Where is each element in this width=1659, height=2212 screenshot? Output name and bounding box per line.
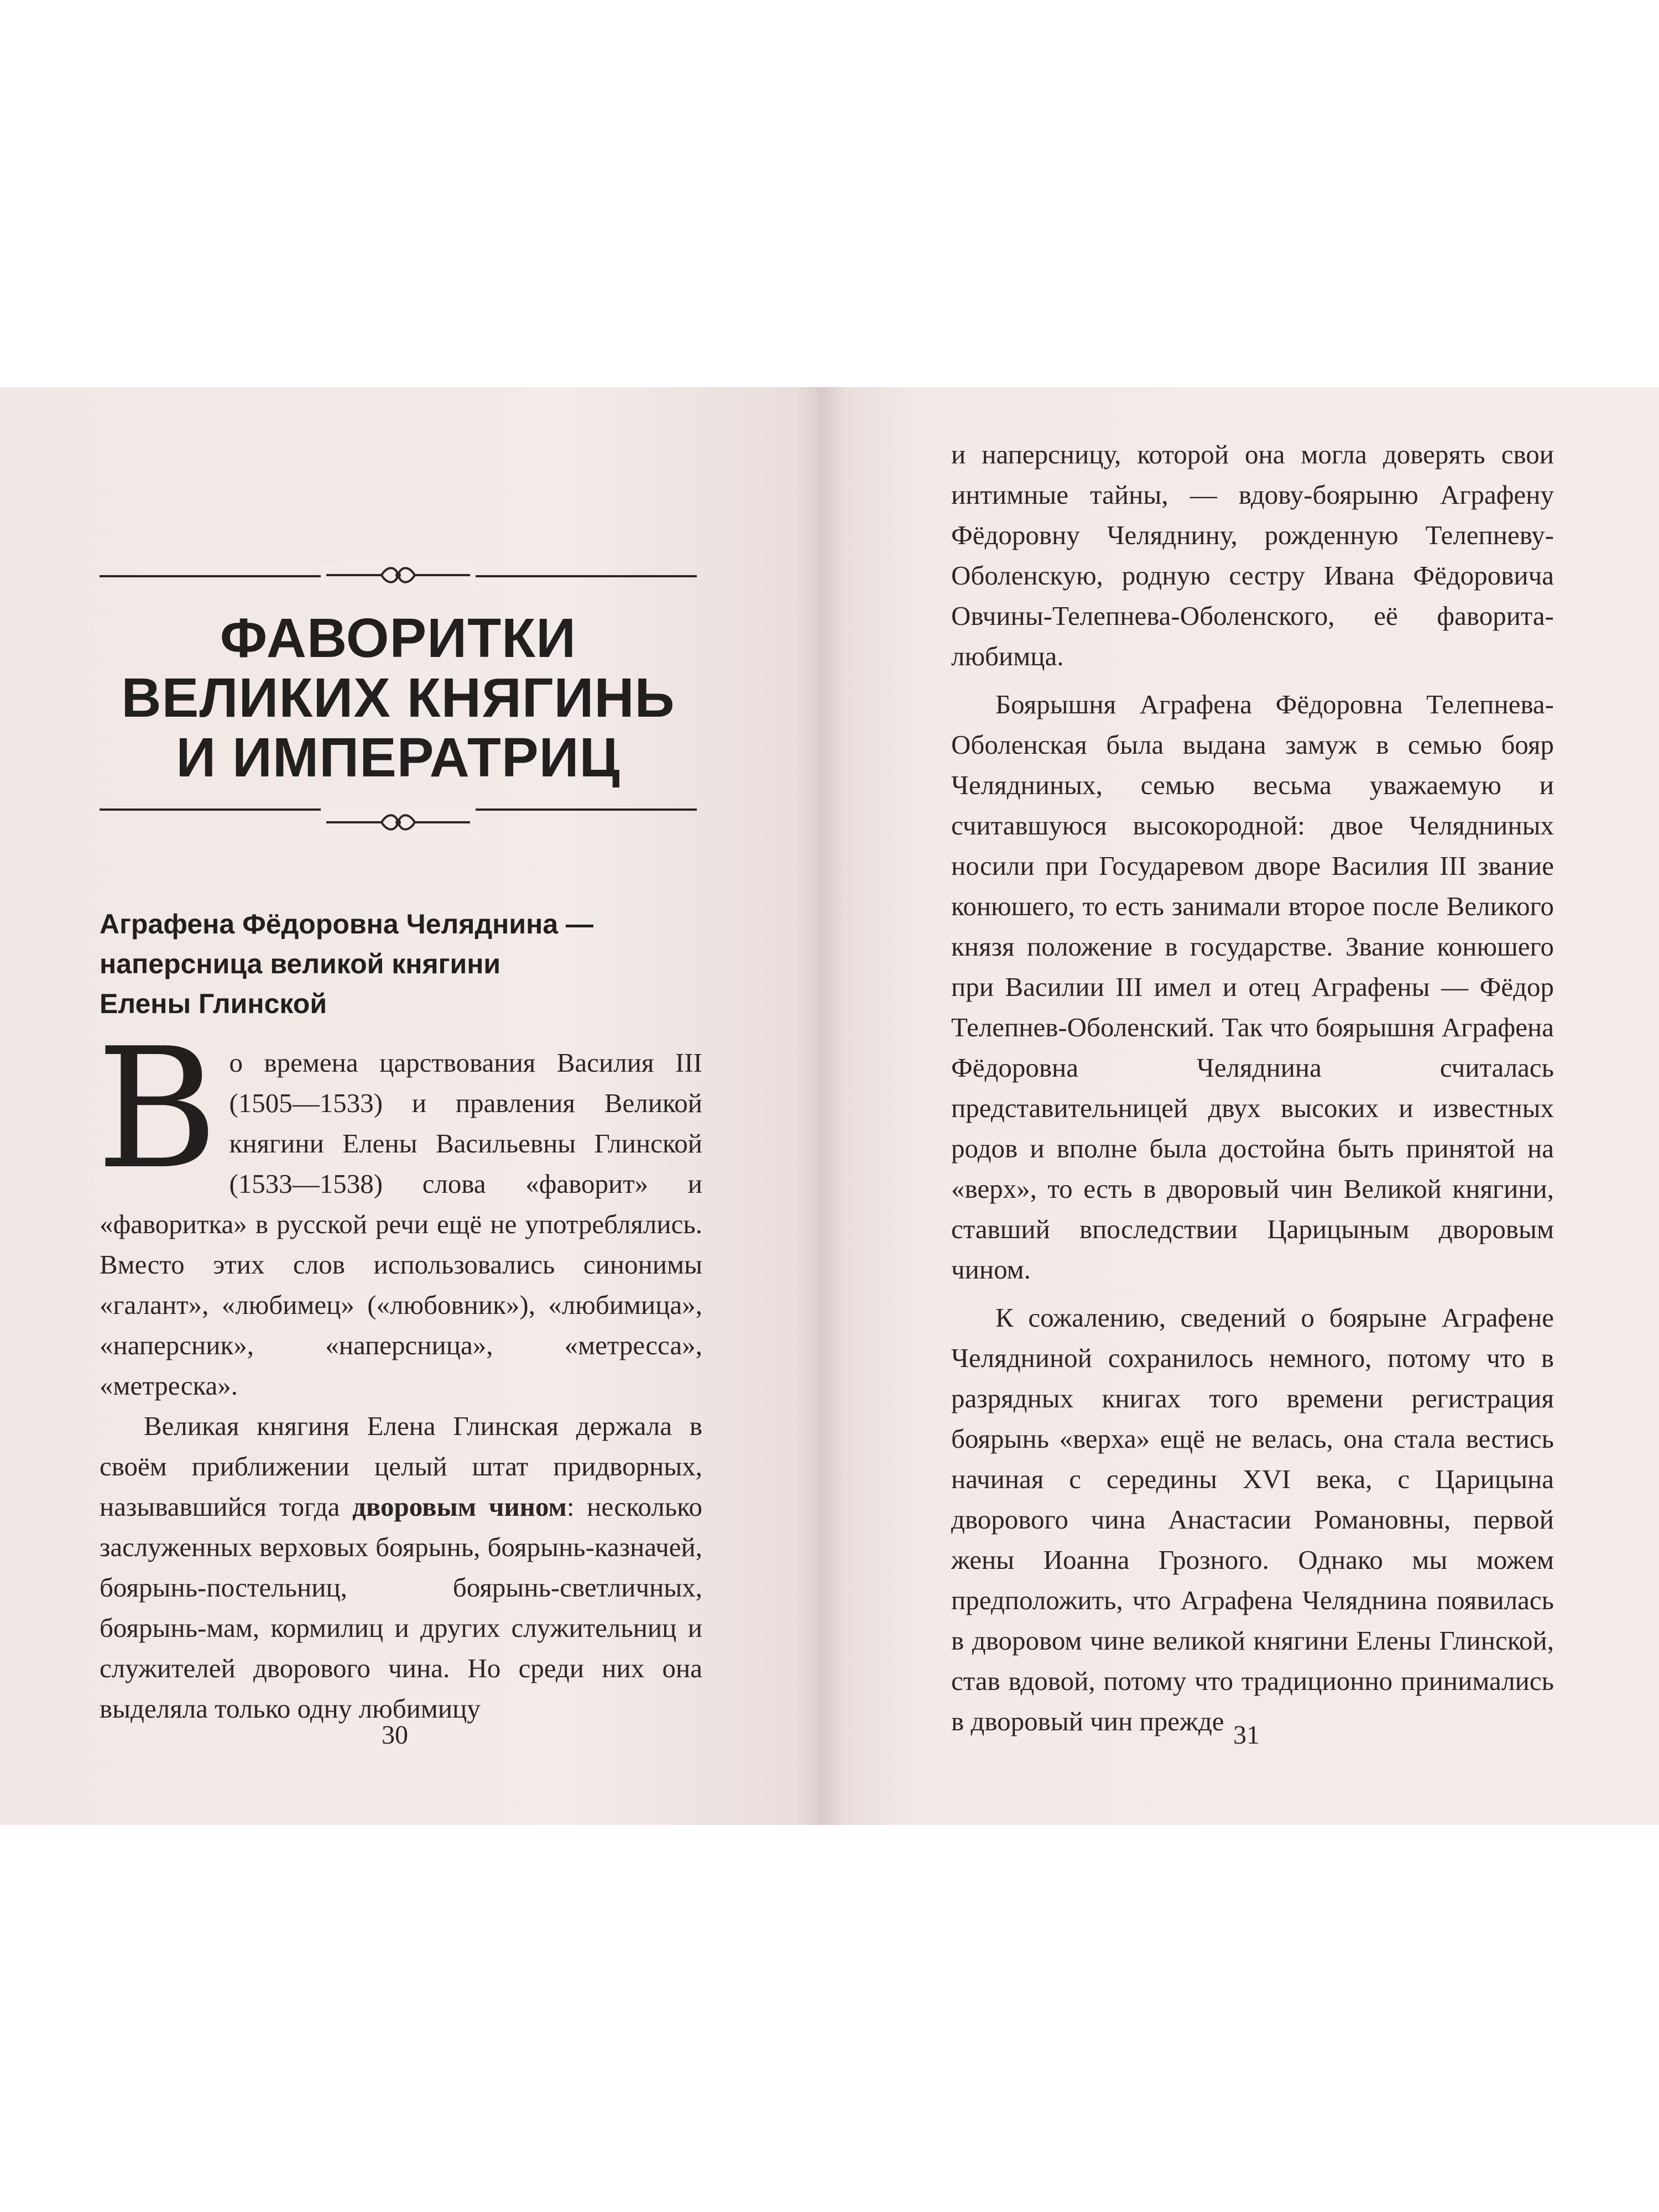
paragraph: Боярышня Аграфена Фёдоровна Телепнева-Оболенская была выдана замуж в семью бояр Челядниных, семью весьма уважаемую и считавшуюся высокородной: двое Челядниных носили при Государевом дворе Василия III звание конюшего, то есть занимали второе после Великого князя положение в государстве. Звание конюшего при Василии III имел и отец Аграфены — Фёдор Телепнев-Оболенский. Так что боярышня Аграфена Фёдоровна Челяднина считалась представительницей двух высоких и известных родов и вполне была достойна быть принятой на «верх», то есть в дворовый чин Великой княгини, ставший впоследствии Царицыным дворовым чином. bbox=[951, 689, 1554, 1285]
drop-cap: В bbox=[96, 1013, 218, 1206]
page-number: 30 bbox=[382, 1720, 408, 1750]
book-gutter bbox=[796, 387, 846, 1825]
section-title-line: Аграфена Фёдоровна Челяднина — bbox=[100, 909, 594, 940]
paragraph-text: : несколько заслуженных верховых боярынь, боярынь-казначей, боярынь-постельниц, боярынь-светличных, боярынь-мам, кормилиц и других служительниц и служителей дворового чина. Но среди них она выделяла только одну любимицу bbox=[100, 1491, 702, 1724]
left-page bbox=[0, 387, 818, 1825]
section-title-line: наперсница великой княгини bbox=[100, 948, 501, 979]
bottom-ornament-icon bbox=[321, 808, 476, 836]
paragraph: К сожалению, сведений о боярыне Аграфене Челядниной сохранилось немного, потому что в разрядных книгах того времени регистрация боярынь «верха» ещё не велась, она стала вестись начиная с середины XVI века, с Царицына дворового чина Анастасии Романовны, первой жены Иоанна Грозного. Однако мы можем предположить, что Аграфена Челяднина появилась в дворовом чине великой княгини Елены Глинской, став вдовой, потому что традиционно принимались в дворовый чин прежде bbox=[951, 1302, 1554, 1736]
section-title-line: Елены Глинской bbox=[100, 988, 327, 1019]
chapter-title-line: ВЕЛИКИХ КНЯГИНЬ bbox=[121, 667, 675, 729]
paragraph-text: Великая княгиня Елена Глинская держала в своём приближении целый штат придворных, называвшийся тогда bbox=[100, 1411, 702, 1522]
paragraph-text: о времена царствования Василия III (1505—1533) и правления Великой княгини Елены Васильевны Глинской (1533—1538) слова «фаворит» и «фаворитка» в русской речи ещё не употреблялись. Вместо этих слов использовались синонимы «галант», «любимец» («любовник»), «любимица», «наперсник», «наперсница», «метресса», «метреска». bbox=[100, 1047, 702, 1401]
page-number: 31 bbox=[1233, 1720, 1260, 1750]
left-body-text bbox=[96, 1013, 702, 1729]
section-title bbox=[100, 904, 708, 1024]
right-body-text bbox=[951, 434, 1554, 1741]
paragraph: и наперсницу, которой она могла доверять свои интимные тайны, — вдову-боярыню Аграфену Фёдоровну Челяднину, рожденную Телепневу-Оболенскую, родную сестру Ивана Фёдоровича Овчины-Телепнева-Оболенского, её фаворита-любимца. bbox=[951, 439, 1554, 671]
chapter-title bbox=[88, 608, 708, 787]
right-page bbox=[818, 387, 1659, 1825]
book-spread bbox=[0, 387, 1659, 1825]
paragraph bbox=[100, 1406, 702, 1729]
top-ornament-icon bbox=[321, 561, 476, 589]
chapter-title-line: ФАВОРИТКИ bbox=[220, 607, 577, 669]
paragraph bbox=[96, 1013, 702, 1406]
bold-term: дворовым чином bbox=[352, 1491, 567, 1522]
chapter-title-line: И ИМПЕРАТРИЦ bbox=[176, 727, 620, 789]
